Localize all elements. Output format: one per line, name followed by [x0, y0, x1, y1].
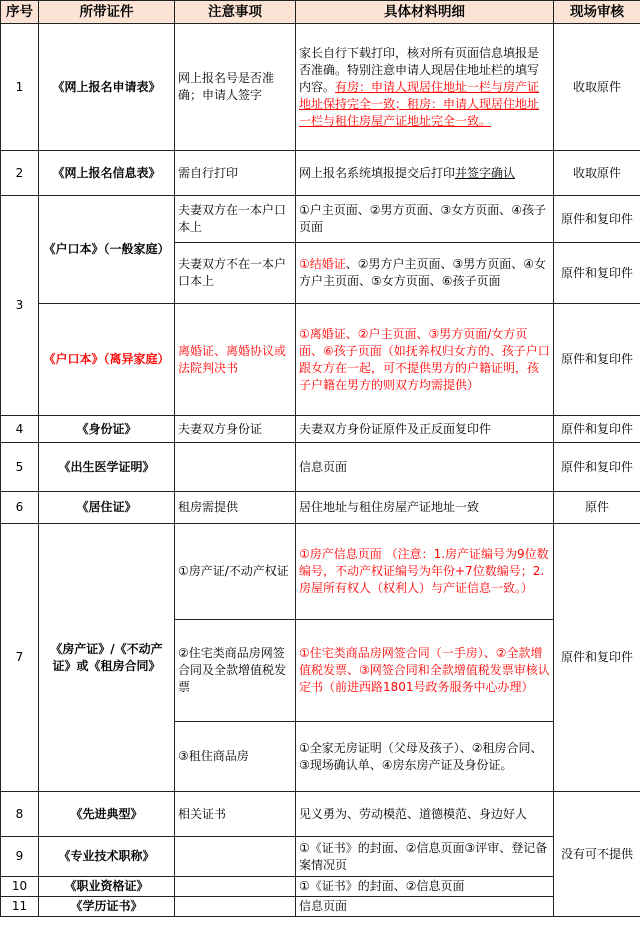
row-review: 原件和复印件 — [554, 196, 640, 243]
header-details: 具体材料明细 — [296, 1, 554, 24]
table-row — [1, 304, 640, 416]
row-document: 《网上报名信息表》 — [39, 151, 175, 196]
row-seq: 7 — [1, 524, 39, 792]
detail-marriage-cert: ①结婚证 — [299, 257, 346, 271]
row-review: 没有可不提供 — [554, 792, 640, 917]
table-row — [1, 443, 640, 492]
row-review: 原件和复印件 — [554, 416, 640, 443]
header-seq: 序号 — [1, 1, 39, 24]
row-note: 网上报名号是否准确；申请人签字 — [175, 24, 296, 151]
row-detail — [296, 151, 554, 196]
detail-text: 家长自行下载打印，核对所有页面信息填报是否准确。特别注意申请人现居住地址栏的填写内容。 — [299, 45, 540, 94]
row-document: 《房产证》/《不动产证》或《租房合同》 — [39, 524, 175, 792]
row-note — [175, 837, 296, 877]
row-review: 收取原件 — [554, 24, 640, 151]
detail-sign-text: 并签字确认 — [455, 165, 516, 180]
table-row — [1, 897, 640, 917]
header-document: 所带证件 — [39, 1, 175, 24]
detail-owned-home-text: 有房：申请人现居住地址一栏与房产证地址保持完全一致； — [299, 79, 540, 111]
table-row — [1, 877, 640, 897]
table-row — [1, 24, 640, 151]
row-seq: 1 — [1, 24, 39, 151]
row-document: 《户口本》（离异家庭） — [39, 304, 175, 416]
detail-text: 网上报名系统填报提交后打印 — [299, 165, 456, 180]
table-row — [1, 492, 640, 524]
row-detail: ①户主页面、②男方页面、③女方页面、④孩子页面 — [296, 196, 554, 243]
row-review: 原件和复印件 — [554, 243, 640, 304]
row-detail: 信息页面 — [296, 897, 554, 917]
row-note: ①房产证/不动产权证 — [175, 524, 296, 620]
row-seq: 5 — [1, 443, 39, 492]
row-detail: ①住宅类商品房网签合同（一手房）、②全款增值税发票、③网签合同和全款增值税发票审核认定书（前进西路1801号政务服务中心办理） — [296, 620, 554, 722]
row-note: ③租住商品房 — [175, 722, 296, 792]
row-detail — [296, 24, 554, 151]
row-document: 《职业资格证》 — [39, 877, 175, 897]
row-detail: ①《证书》的封面、②信息页面③评审、登记备案情况页 — [296, 837, 554, 877]
table-row — [1, 837, 640, 877]
row-note — [175, 897, 296, 917]
detail-text: 、②男方户主页面、③男方页面、④女方户主页面、⑤女方页面、⑥孩子页面 — [299, 257, 547, 288]
row-detail: 见义勇为、劳动模范、道德模范、身边好人 — [296, 792, 554, 837]
table-row — [1, 196, 640, 243]
row-detail: ①房产信息页面 （注意：1.房产证编号为9位数编号，不动产权证编号为年份+7位数编号；2.房屋所有权人（权利人）与产证信息一致。） — [296, 524, 554, 620]
row-document: 《户口本》（一般家庭） — [39, 196, 175, 304]
row-seq: 6 — [1, 492, 39, 524]
row-seq: 3 — [1, 196, 39, 416]
row-detail: ①全家无房证明（父母及孩子）、②租房合同、③现场确认单、④房东房产证及身份证。 — [296, 722, 554, 792]
header-review: 现场审核 — [554, 1, 640, 24]
row-document: 《出生医学证明》 — [39, 443, 175, 492]
row-document: 《居住证》 — [39, 492, 175, 524]
row-review: 原件和复印件 — [554, 304, 640, 416]
row-seq: 8 — [1, 792, 39, 837]
row-detail — [296, 243, 554, 304]
table-row — [1, 151, 640, 196]
row-note: 租房需提供 — [175, 492, 296, 524]
row-note: 相关证书 — [175, 792, 296, 837]
row-seq: 10 — [1, 877, 39, 897]
row-detail: 居住地址与租住房屋产证地址一致 — [296, 492, 554, 524]
row-note: ②住宅类商品房网签合同及全款增值税发票 — [175, 620, 296, 722]
row-review: 原件和复印件 — [554, 443, 640, 492]
row-document: 《专业技术职称》 — [39, 837, 175, 877]
row-detail: ①离婚证、②户主页面、③男方页面/女方页面、⑥孩子页面（如抚养权归女方的、孩子户口跟女方在一起，可不提供男方的户籍证明，孩子户籍在男方的则双方均需提供） — [296, 304, 554, 416]
row-note: 夫妻双方身份证 — [175, 416, 296, 443]
row-note — [175, 877, 296, 897]
row-review: 原件和复印件 — [554, 524, 640, 792]
row-seq: 9 — [1, 837, 39, 877]
row-note: 需自行打印 — [175, 151, 296, 196]
row-document: 《身份证》 — [39, 416, 175, 443]
row-document: 《先进典型》 — [39, 792, 175, 837]
header-row — [1, 1, 640, 24]
row-review: 收取原件 — [554, 151, 640, 196]
header-notes: 注意事项 — [175, 1, 296, 24]
row-note: 夫妻双方不在一本户口本上 — [175, 243, 296, 304]
row-seq: 4 — [1, 416, 39, 443]
row-review: 原件 — [554, 492, 640, 524]
row-seq: 11 — [1, 897, 39, 917]
row-note — [175, 443, 296, 492]
table-row — [1, 416, 640, 443]
table-row — [1, 792, 640, 837]
row-note: 离婚证、离婚协议或法院判决书 — [175, 304, 296, 416]
row-detail: 信息页面 — [296, 443, 554, 492]
table-row — [1, 524, 640, 620]
row-document: 《网上报名申请表》 — [39, 24, 175, 151]
row-detail: 夫妻双方身份证原件及正反面复印件 — [296, 416, 554, 443]
row-note: 夫妻双方在一本户口本上 — [175, 196, 296, 243]
detail-rented-home-text: 租房：申请人现居住地址一栏与租住房屋产证地址完全一致。 — [299, 96, 540, 128]
row-detail: ①《证书》的封面、②信息页面 — [296, 877, 554, 897]
row-seq: 2 — [1, 151, 39, 196]
row-document: 《学历证书》 — [39, 897, 175, 917]
